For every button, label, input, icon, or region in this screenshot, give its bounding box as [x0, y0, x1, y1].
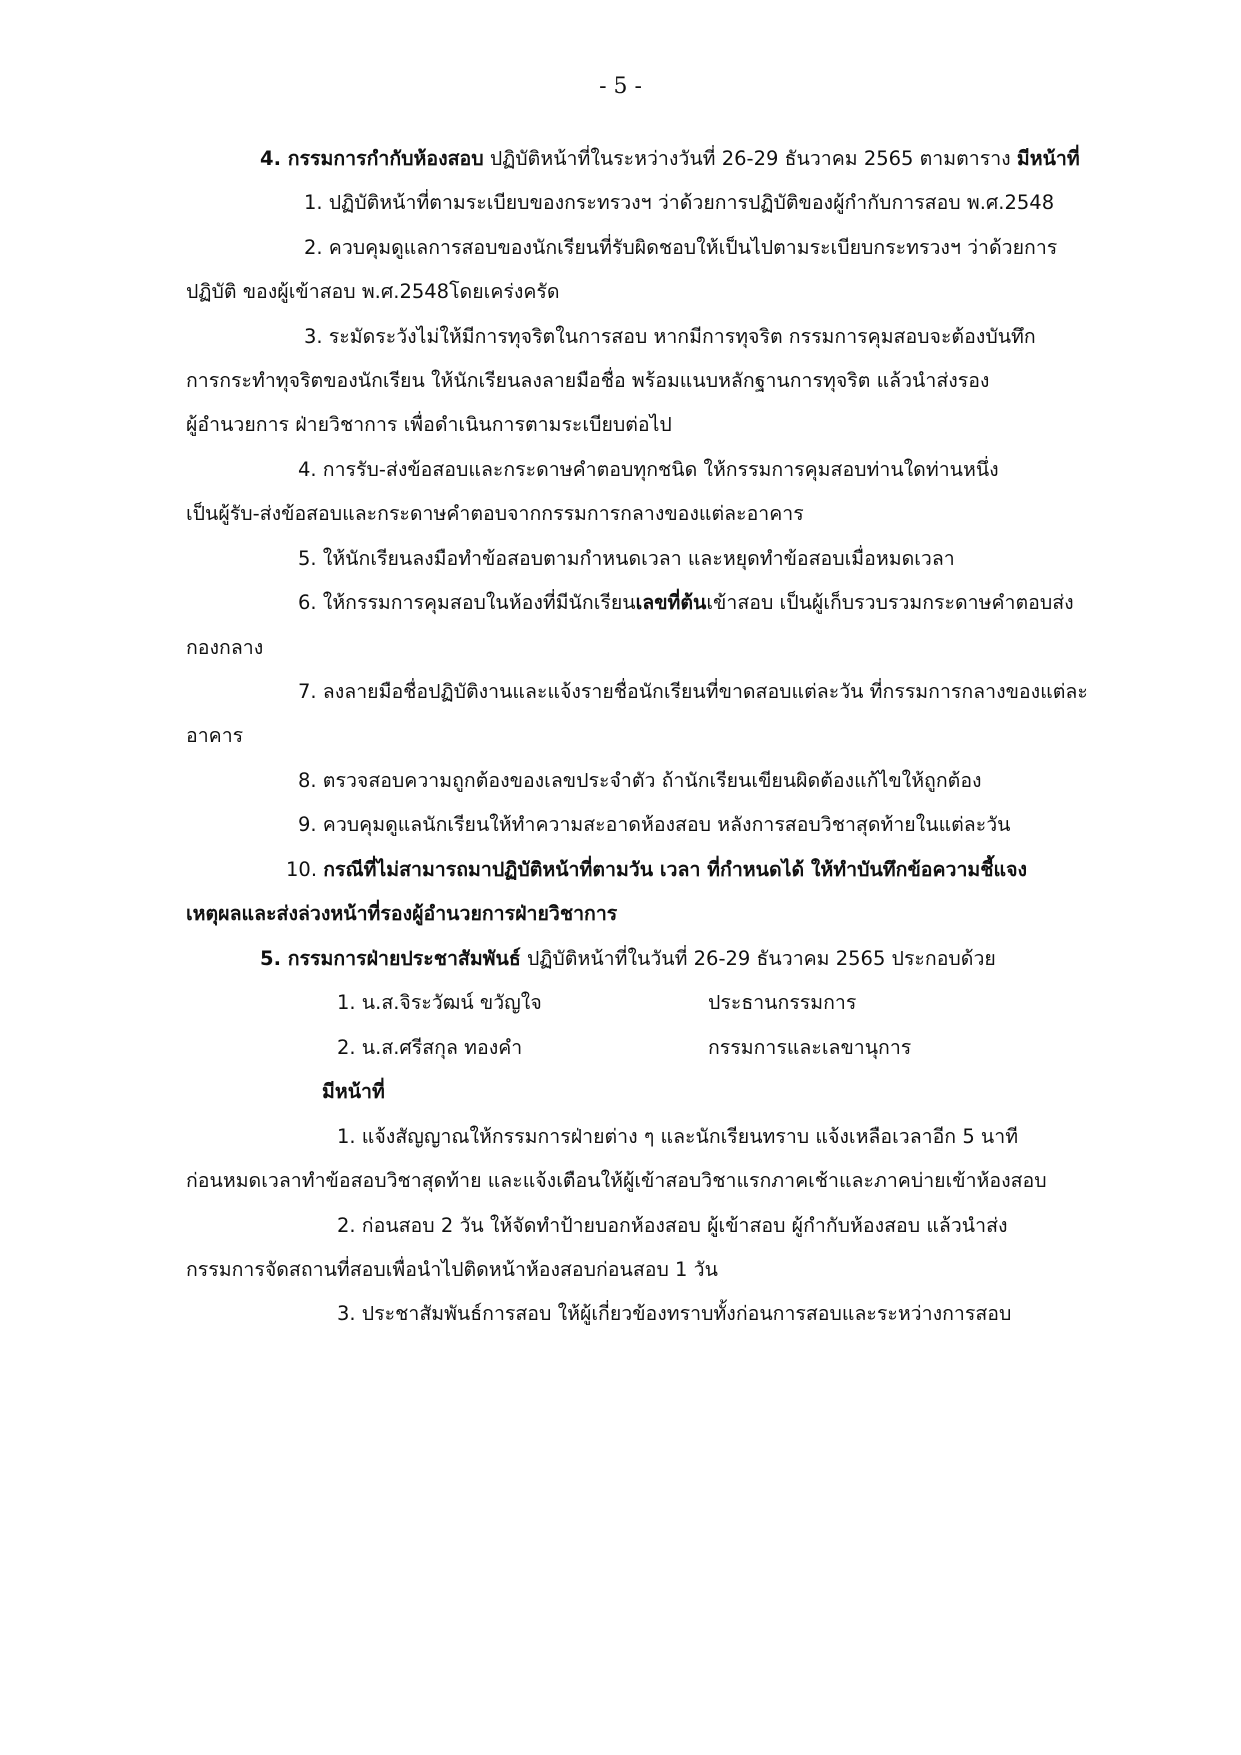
- s4-item-6-line-2: กองกลาง: [186, 636, 264, 659]
- s4-item-1: 1. ปฏิบัติหน้าที่ตามระเบียบของกระทรวงฯ ว่าด้วยการปฏิบัติของผู้กำกับการสอบ พ.ศ.2548: [304, 191, 1055, 214]
- s4-item-2-line-1: 2. ควบคุมดูแลการสอบของนักเรียนที่รับผิดชอบให้เป็นไปตามระเบียบกระทรวงฯ ว่าด้วยการ: [304, 236, 1058, 259]
- section4-heading-text: ปฏิบัติหน้าที่ในระหว่างวันที่ 26-29 ธันวาคม 2565 ตามตาราง: [483, 147, 1017, 170]
- s5-duty-3: 3. ประชาสัมพันธ์การสอบ ให้ผู้เกี่ยวข้องทราบทั้งก่อนการสอบและระหว่างการสอบ: [337, 1302, 1012, 1325]
- s5-duty-1-line-2: ก่อนหมดเวลาทำข้อสอบวิชาสุดท้าย และแจ้งเตือนให้ผู้เข้าสอบวิชาแรกภาคเช้าและภาคบ่ายเข้าห้องสอบ: [186, 1169, 1047, 1192]
- s4-item-4-line-2: เป็นผู้รับ-ส่งข้อสอบและกระดาษคำตอบจากกรรมการกลางของแต่ละอาคาร: [186, 502, 804, 525]
- s4-item-7-line-2: อาคาร: [186, 724, 244, 747]
- s5-duty-2-line-2: กรรมการจัดสถานที่สอบเพื่อนำไปติดหน้าห้องสอบก่อนสอบ 1 วัน: [186, 1258, 718, 1281]
- s4-item-6-text-pre: 6. ให้กรรมการคุมสอบในห้องที่มีนักเรียน: [298, 591, 636, 614]
- section4-heading: [260, 145, 1080, 173]
- s4-item-3-line-1: 3. ระมัดระวังไม่ให้มีการทุจริตในการสอบ หากมีการทุจริต กรรมการคุมสอบจะต้องบันทึก: [304, 325, 1036, 348]
- s4-item-4-line-1: 4. การรับ-ส่งข้อสอบและกระดาษคำตอบทุกชนิด ให้กรรมการคุมสอบท่านใดท่านหนึ่ง: [298, 458, 999, 481]
- s5-duty-2-line-1: 2. ก่อนสอบ 2 วัน ให้จัดทำป้ายบอกห้องสอบ ผู้เข้าสอบ ผู้กำกับห้องสอบ แล้วนำส่ง: [337, 1214, 1008, 1237]
- s4-item-2-line-2: ปฏิบัติ ของผู้เข้าสอบ พ.ศ.2548โดยเคร่งครัด: [186, 280, 560, 303]
- section5-heading-text: ปฏิบัติหน้าที่ในวันที่ 26-29 ธันวาคม 2565 ประกอบด้วย: [520, 947, 996, 970]
- s4-item-10-line-2: เหตุผลและส่งล่วงหน้าที่รองผู้อำนวยการฝ่ายวิชาการ: [186, 902, 618, 925]
- section5-heading: [260, 945, 996, 973]
- section4-heading-title: 4. กรรมการกำกับห้องสอบ: [260, 147, 484, 170]
- s4-item-6-line-1: [298, 589, 1074, 617]
- s4-item-10-number: 10.: [286, 858, 324, 881]
- section5-heading-title: 5. กรรมการฝ่ายประชาสัมพันธ์: [260, 947, 521, 970]
- s4-item-6-text-post: เข้าสอบ เป็นผู้เก็บรวบรวมกระดาษคำตอบส่ง: [706, 591, 1074, 614]
- s4-item-6-text-bold: เลขที่ต้น: [635, 591, 707, 614]
- s4-item-10-line-1: [286, 856, 1027, 884]
- member-name-2: 2. น.ส.ศรีสกุล ทองคำ: [337, 1036, 523, 1059]
- s4-item-8: 8. ตรวจสอบความถูกต้องของเลขประจำตัว ถ้านักเรียนเขียนผิดต้องแก้ไขให้ถูกต้อง: [298, 769, 982, 792]
- s4-item-3-line-2: การกระทำทุจริตของนักเรียน ให้นักเรียนลงลายมือชื่อ พร้อมแนบหลักฐานการทุจริต แล้วนำส่งรอง: [186, 369, 990, 392]
- member-role-2: กรรมการและเลขานุการ: [708, 1036, 912, 1059]
- section4-duty-label: มีหน้าที่: [1016, 147, 1080, 170]
- member-role-1: ประธานกรรมการ: [708, 991, 857, 1014]
- s4-item-3-line-3: ผู้อำนวยการ ฝ่ายวิชาการ เพื่อดำเนินการตามระเบียบต่อไป: [186, 413, 672, 436]
- section5-duty-label: มีหน้าที่: [322, 1080, 385, 1103]
- s4-item-9: 9. ควบคุมดูแลนักเรียนให้ทำความสะอาดห้องสอบ หลังการสอบวิชาสุดท้ายในแต่ละวัน: [298, 813, 1011, 836]
- page-number: - 5 -: [599, 74, 642, 99]
- member-name-1: 1. น.ส.จิระวัฒน์ ขวัญใจ: [337, 991, 542, 1014]
- s4-item-5: 5. ให้นักเรียนลงมือทำข้อสอบตามกำหนดเวลา และหยุดทำข้อสอบเมื่อหมดเวลา: [298, 547, 955, 570]
- s5-duty-1-line-1: 1. แจ้งสัญญาณให้กรรมการฝ่ายต่าง ๆ และนักเรียนทราบ แจ้งเหลือเวลาอีก 5 นาที: [337, 1125, 1019, 1148]
- s4-item-10-text-bold: กรณีที่ไม่สามารถมาปฏิบัติหน้าที่ตามวัน เวลา ที่กำหนดได้ ให้ทำบันทึกข้อความชี้แจง: [323, 858, 1028, 881]
- s4-item-7-line-1: 7. ลงลายมือชื่อปฏิบัติงานและแจ้งรายชื่อนักเรียนที่ขาดสอบแต่ละวัน ที่กรรมการกลางของแต่ละ: [298, 680, 1088, 703]
